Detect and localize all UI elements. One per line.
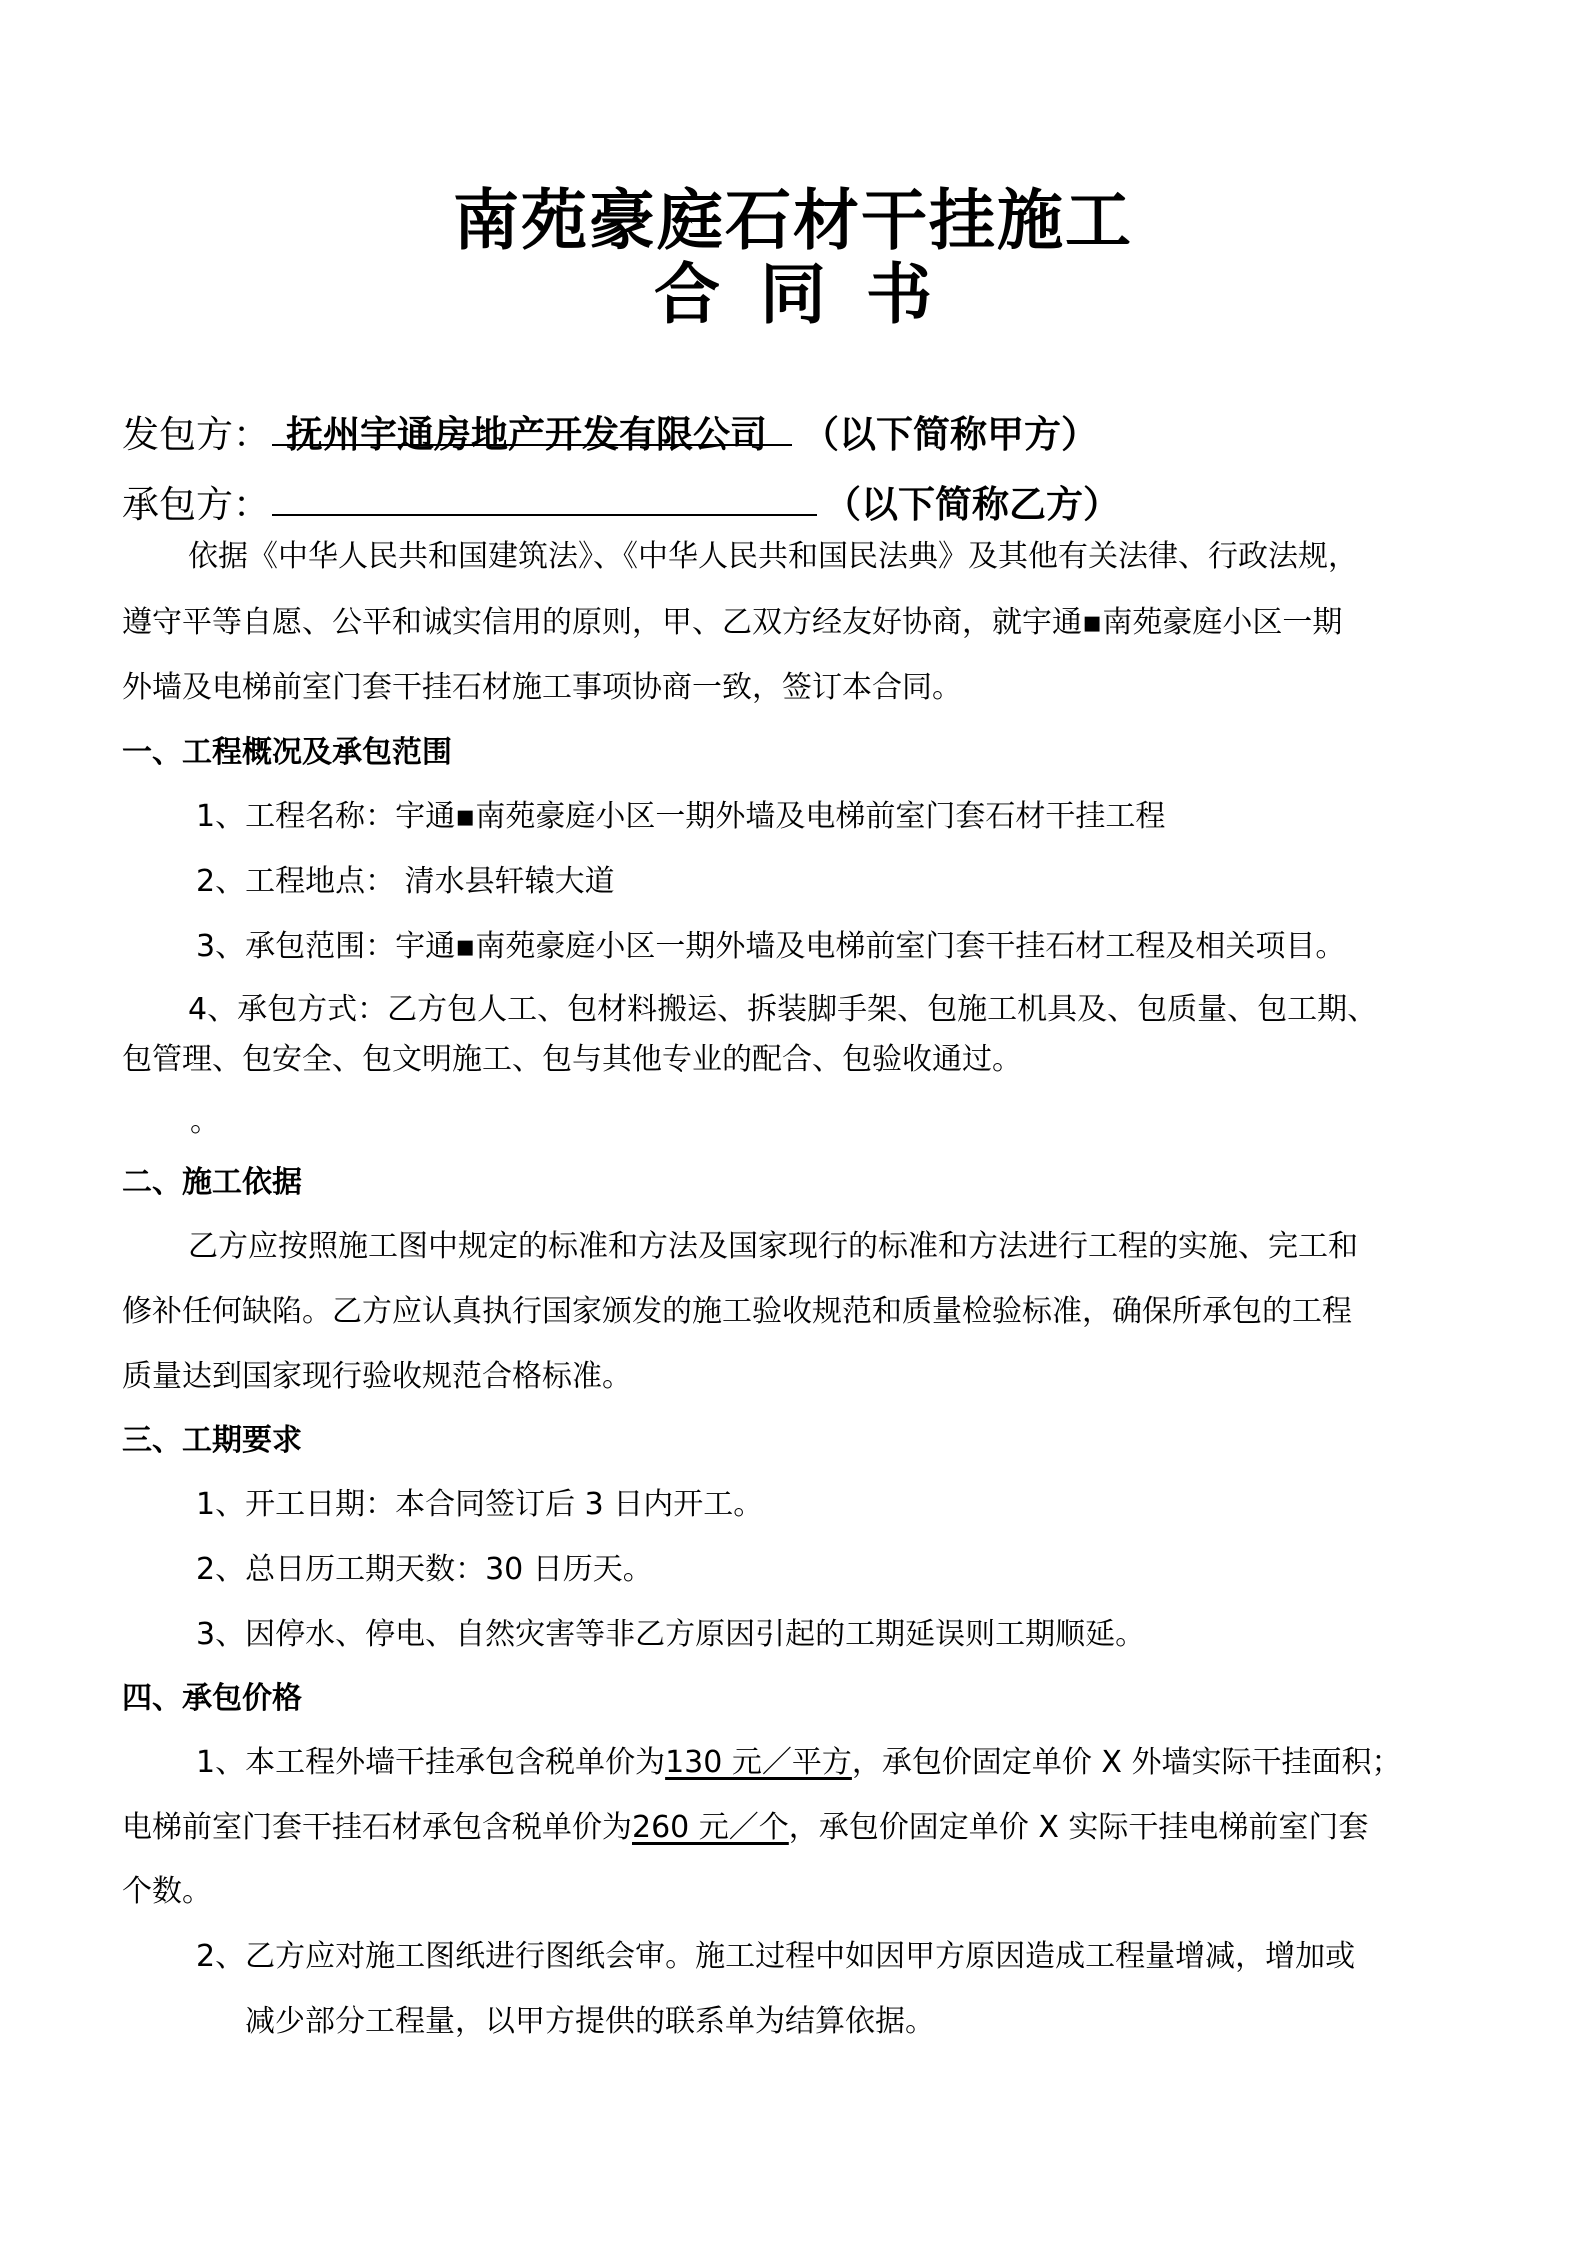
section-1-item-4-line-1: 4、承包方式：乙方包人工、包材料搬运、拆装脚手架、包施工机具及、包质量、包工期、 [188, 992, 1378, 1027]
section-4-heading: 四、承包价格 [122, 1681, 302, 1716]
section-3-item-3: 3、因停水、停电、自然灾害等非乙方原因引起的工期延误则工期顺延。 [196, 1617, 1146, 1652]
section-2-line-1: 乙方应按照施工图中规定的标准和方法及国家现行的标准和方法进行工程的实施、完工和 [188, 1229, 1358, 1264]
intro-line-2: 遵守平等自愿、公平和诚实信用的原则，甲、乙双方经友好协商，就宇通▪南苑豪庭小区一期 [122, 605, 1343, 640]
owner-name: 抚州宇通房地产开发有限公司 [286, 413, 767, 456]
price-text-prefix: 1、本工程外墙干挂承包含税单价为 [196, 1745, 666, 1780]
section-1-item-4-line-3: 。 [190, 1104, 220, 1139]
contractor-label: 承包方： [122, 483, 270, 526]
section-1-item-4-line-2: 包管理、包安全、包文明施工、包与其他专业的配合、包验收通过。 [122, 1042, 1022, 1077]
section-2-heading: 二、施工依据 [122, 1165, 302, 1200]
section-4-item-1-line-1 [196, 1745, 1402, 1780]
section-4-item-2-line-1: 2、乙方应对施工图纸进行图纸会审。施工过程中如因甲方原因造成工程量增减，增加或 [196, 1939, 1356, 1974]
section-3-item-2: 2、总日历工期天数：30 日历天。 [196, 1552, 653, 1587]
section-2-line-2: 修补任何缺陷。乙方应认真执行国家颁发的施工验收规范和质量检验标准，确保所承包的工程 [122, 1294, 1352, 1329]
intro-line-1: 依据《中华人民共和国建筑法》、《中华人民共和国民法典》及其他有关法律、行政法规， [188, 539, 1358, 574]
contractor-name-field [272, 466, 817, 516]
document-subtitle: 合同书 [654, 256, 972, 333]
owner-label: 发包方： [122, 413, 270, 456]
owner-name-field [272, 396, 792, 456]
section-2-line-3: 质量达到国家现行验收规范合格标准。 [122, 1359, 632, 1394]
section-4-item-1-line-2 [122, 1810, 1369, 1845]
section-3-item-1: 1、开工日期：本合同签订后 3 日内开工。 [196, 1487, 764, 1522]
intro-line-3: 外墙及电梯前室门套干挂石材施工事项协商一致，签订本合同。 [122, 670, 962, 705]
door-unit-price: 260 元／个 [632, 1810, 789, 1845]
section-1-heading: 一、工程概况及承包范围 [122, 735, 452, 770]
door-price-text-suffix: ，承包价固定单价 X 实际干挂电梯前室门套 [788, 1810, 1369, 1845]
section-3-heading: 三、工期要求 [122, 1423, 302, 1458]
section-1-item-1: 1、工程名称：宇通▪南苑豪庭小区一期外墙及电梯前室门套石材干挂工程 [196, 799, 1166, 834]
section-1-item-2: 2、工程地点： 清水县轩辕大道 [196, 864, 615, 899]
section-4-item-2-line-2: 减少部分工程量，以甲方提供的联系单为结算依据。 [245, 2004, 935, 2039]
wall-unit-price: 130 元／平方 [665, 1745, 852, 1780]
document-title: 南苑豪庭石材干挂施工 [453, 182, 1133, 259]
door-price-text-prefix: 电梯前室门套干挂石材承包含税单价为 [122, 1810, 632, 1845]
price-text-suffix: ，承包价固定单价 X 外墙实际干挂面积； [851, 1745, 1402, 1780]
section-1-item-3: 3、承包范围：宇通▪南苑豪庭小区一期外墙及电梯前室门套干挂石材工程及相关项目。 [196, 929, 1346, 964]
contractor-suffix: （以下简称乙方） [824, 483, 1120, 526]
owner-suffix: （以下简称甲方） [802, 413, 1098, 456]
section-4-item-1-line-3: 个数。 [122, 1874, 212, 1909]
